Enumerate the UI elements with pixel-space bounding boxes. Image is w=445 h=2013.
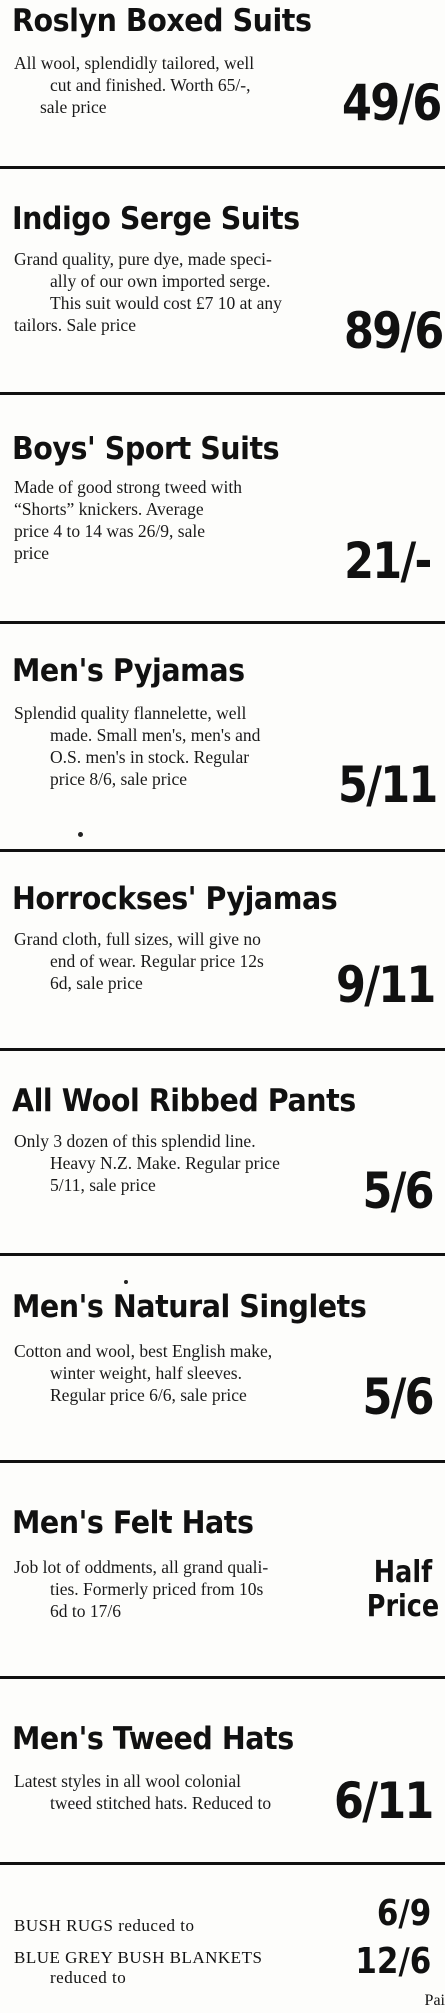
description-line: end of wear. Regular price 12s (50, 951, 264, 971)
bush-blankets-price: 12/6 (355, 1941, 431, 1982)
item-description (14, 52, 254, 118)
bush-blankets-label: reduced to (50, 1968, 127, 1987)
description-line: Job lot of oddments, all grand quali- (14, 1557, 269, 1577)
divider (0, 1253, 445, 1256)
description-line: price (14, 543, 49, 563)
item-price: 89/6 (344, 302, 443, 360)
description-line: made. Small men's, men's and (50, 725, 261, 745)
bush-blankets-label: BLUE GREY BUSH BLANKETS (14, 1948, 263, 1967)
item-price (365, 1556, 442, 1624)
item-title: Roslyn Boxed Suits (12, 3, 312, 39)
divider (0, 621, 445, 624)
cutoff-text: Pai (424, 1992, 445, 2009)
item-title: Men's Natural Singlets (12, 1289, 367, 1325)
item-description (14, 702, 260, 790)
description-line: Latest styles in all wool colonial (14, 1771, 241, 1791)
item-description (14, 928, 264, 994)
divider (0, 1048, 445, 1051)
description-line: Grand quality, pure dye, made speci- (14, 249, 272, 269)
description-line: Cotton and wool, best English make, (14, 1341, 273, 1361)
item-title: Men's Tweed Hats (12, 1721, 294, 1757)
divider (0, 166, 445, 169)
price-line: Half (373, 1555, 433, 1590)
item-title: Indigo Serge Suits (12, 201, 300, 237)
item-description (14, 248, 282, 336)
item-description (14, 1340, 272, 1406)
print-speck (124, 1280, 128, 1284)
item-title: Men's Pyjamas (12, 653, 245, 689)
description-line: price 4 to 14 was 26/9, sale (14, 521, 205, 541)
description-line: Grand cloth, full sizes, will give no (14, 929, 261, 949)
description-line: price 8/6, sale price (50, 769, 188, 789)
description-line: “Shorts” knickers. Average (14, 499, 204, 519)
item-price: 49/6 (342, 74, 441, 132)
description-line: tailors. Sale price (14, 315, 136, 335)
description-line: Regular price 6/6, sale price (50, 1385, 247, 1405)
divider (0, 392, 445, 395)
item-price: 9/11 (336, 956, 435, 1014)
description-line: 5/11, sale price (50, 1175, 156, 1195)
bush-rugs-price: 6/9 (376, 1893, 431, 1934)
divider (0, 1676, 445, 1679)
item-title: Boys' Sport Suits (12, 431, 280, 467)
item-title: Men's Felt Hats (12, 1505, 254, 1541)
item-price: 5/6 (362, 1368, 433, 1426)
item-description (14, 1130, 280, 1196)
item-description (14, 476, 242, 564)
item-price: 6/11 (334, 1772, 433, 1830)
description-line: Made of good strong tweed with (14, 477, 242, 497)
item-description (14, 1556, 268, 1622)
description-line: cut and finished. Worth 65/-, (50, 75, 251, 95)
description-line: This suit would cost £7 10 at any (50, 293, 282, 313)
description-line: sale price (40, 97, 107, 117)
description-line: 6d to 17/6 (50, 1601, 121, 1621)
divider (0, 1460, 445, 1463)
description-line: 6d, sale price (50, 973, 143, 993)
item-price: 5/6 (362, 1162, 433, 1220)
item-title: All Wool Ribbed Pants (12, 1083, 356, 1119)
divider (0, 849, 445, 852)
description-line: tweed stitched hats. Reduced to (50, 1793, 272, 1813)
print-speck (78, 832, 83, 837)
description-line: O.S. men's in stock. Regular (50, 747, 250, 767)
description-line: ties. Formerly priced from 10s (50, 1579, 264, 1599)
item-price: 21/- (344, 532, 431, 590)
divider (0, 1862, 445, 1865)
description-line: All wool, splendidly tailored, well (14, 53, 255, 73)
price-line: Price (366, 1589, 440, 1624)
description-line: ally of our own imported serge. (50, 271, 271, 291)
bush-rugs-label: BUSH RUGS reduced to (14, 1916, 195, 1935)
description-line: Splendid quality flannelette, well (14, 703, 247, 723)
description-line: Heavy N.Z. Make. Regular price (50, 1153, 280, 1173)
description-line: winter weight, half sleeves. (50, 1363, 242, 1383)
item-price: 5/11 (338, 756, 437, 814)
description-line: Only 3 dozen of this splendid line. (14, 1131, 256, 1151)
item-title: Horrockses' Pyjamas (12, 881, 338, 917)
item-description (14, 1770, 271, 1814)
